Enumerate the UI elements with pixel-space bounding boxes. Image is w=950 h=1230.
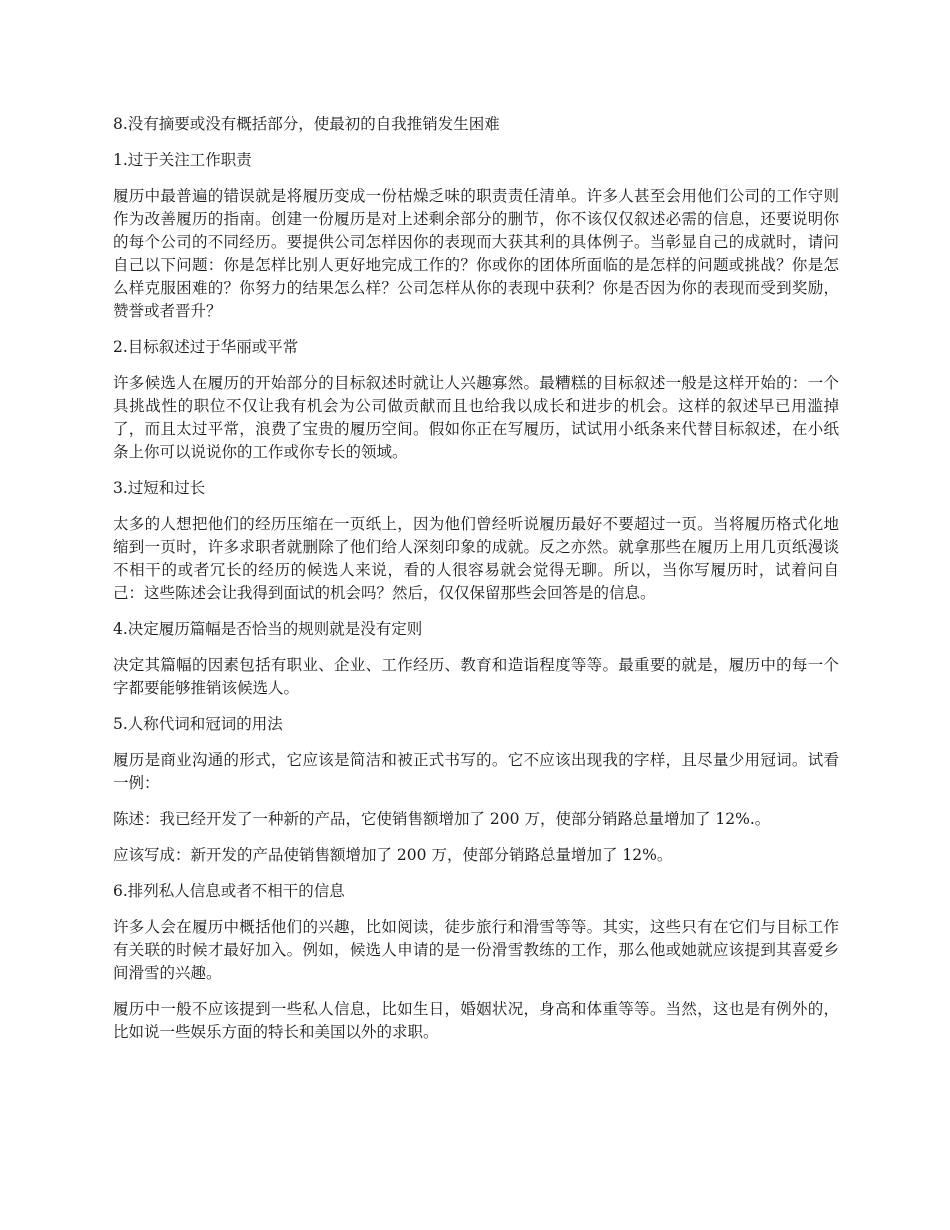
section-heading: 1.过于关注工作职责 <box>113 151 252 169</box>
section-heading: 8.没有摘要或没有概括部分，使最初的自我推销发生困难 <box>113 115 500 133</box>
paragraph: 陈述：我已经开发了一种新的产品，它使销售额增加了 200 万，使部分销路总量增加了 12%.。 <box>113 810 771 828</box>
paragraph: 太多的人想把他们的经历压缩在一页纸上，因为他们曾经听说履历最好不要超过一页。当将履历格式化地缩到一页时，许多求职者就删除了他们给人深刻印象的成就。反之亦然。就拿那些在履历上用几页纸漫谈不相干的或者冗长的经历的候选人来说，看的人很容易就会觉得无聊。所以，当你写履历时，试着问自己：这些陈述会让我得到面试的机会吗？然后，仅仅保留那些会回答是的信息。 <box>113 515 839 602</box>
section-heading: 6.排列私人信息或者不相干的信息 <box>113 882 345 900</box>
section-heading: 4.决定履历篇幅是否恰当的规则就是没有定则 <box>113 620 423 638</box>
paragraph: 许多人会在履历中概括他们的兴趣，比如阅读，徒步旅行和滑雪等等。其实，这些只有在它们与目标工作有关联的时候才最好加入。例如，候选人申请的是一份滑雪教练的工作，那么他或她就应该提到其喜爱乡间滑雪的兴趣。 <box>113 918 839 982</box>
paragraph: 决定其篇幅的因素包括有职业、企业、工作经历、教育和造诣程度等等。最重要的就是，履历中的每一个字都要能够推销该候选人。 <box>113 656 839 697</box>
document-page <box>113 113 839 1057</box>
paragraph: 履历中最普遍的错误就是将履历变成一份枯燥乏味的职责责任清单。许多人甚至会用他们公司的工作守则作为改善履历的指南。创建一份履历是对上述剩余部分的删节，你不该仅仅叙述必需的信息，还要说明你的每个公司的不同经历。要提供公司怎样因你的表现而大获其利的具体例子。当彰显自己的成就时，请问自己以下问题：你是怎样比别人更好地完成工作的？你或你的团体所面临的是怎样的问题或挑战？你是怎么样克服困难的？你努力的结果怎么样？公司怎样从你的表现中获利？你是否因为你的表现而受到奖励，赞誉或者晋升？ <box>113 187 839 320</box>
paragraph: 应该写成：新开发的产品使销售额增加了 200 万，使部分销路总量增加了 12%。 <box>113 846 673 864</box>
paragraph: 履历是商业沟通的形式，它应该是简洁和被正式书写的。它不应该出现我的字样，且尽量少用冠词。试看一例： <box>113 751 839 792</box>
section-heading: 3.过短和过长 <box>113 479 206 497</box>
section-heading: 5.人称代词和冠词的用法 <box>113 715 283 733</box>
paragraph: 许多候选人在履历的开始部分的目标叙述时就让人兴趣寡然。最糟糕的目标叙述一般是这样开始的：一个具挑战性的职位不仅让我有机会为公司做贡献而且也给我以成长和进步的机会。这样的叙述早已用滥掉了，而且太过平常，浪费了宝贵的履历空间。假如你正在写履历，试试用小纸条来代替目标叙述，在小纸条上你可以说说你的工作或你专长的领域。 <box>113 374 839 461</box>
section-heading: 2.目标叙述过于华丽或平常 <box>113 338 299 356</box>
paragraph: 履历中一般不应该提到一些私人信息，比如生日，婚姻状况，身高和体重等等。当然，这也是有例外的，比如说一些娱乐方面的特长和美国以外的求职。 <box>113 1000 839 1041</box>
